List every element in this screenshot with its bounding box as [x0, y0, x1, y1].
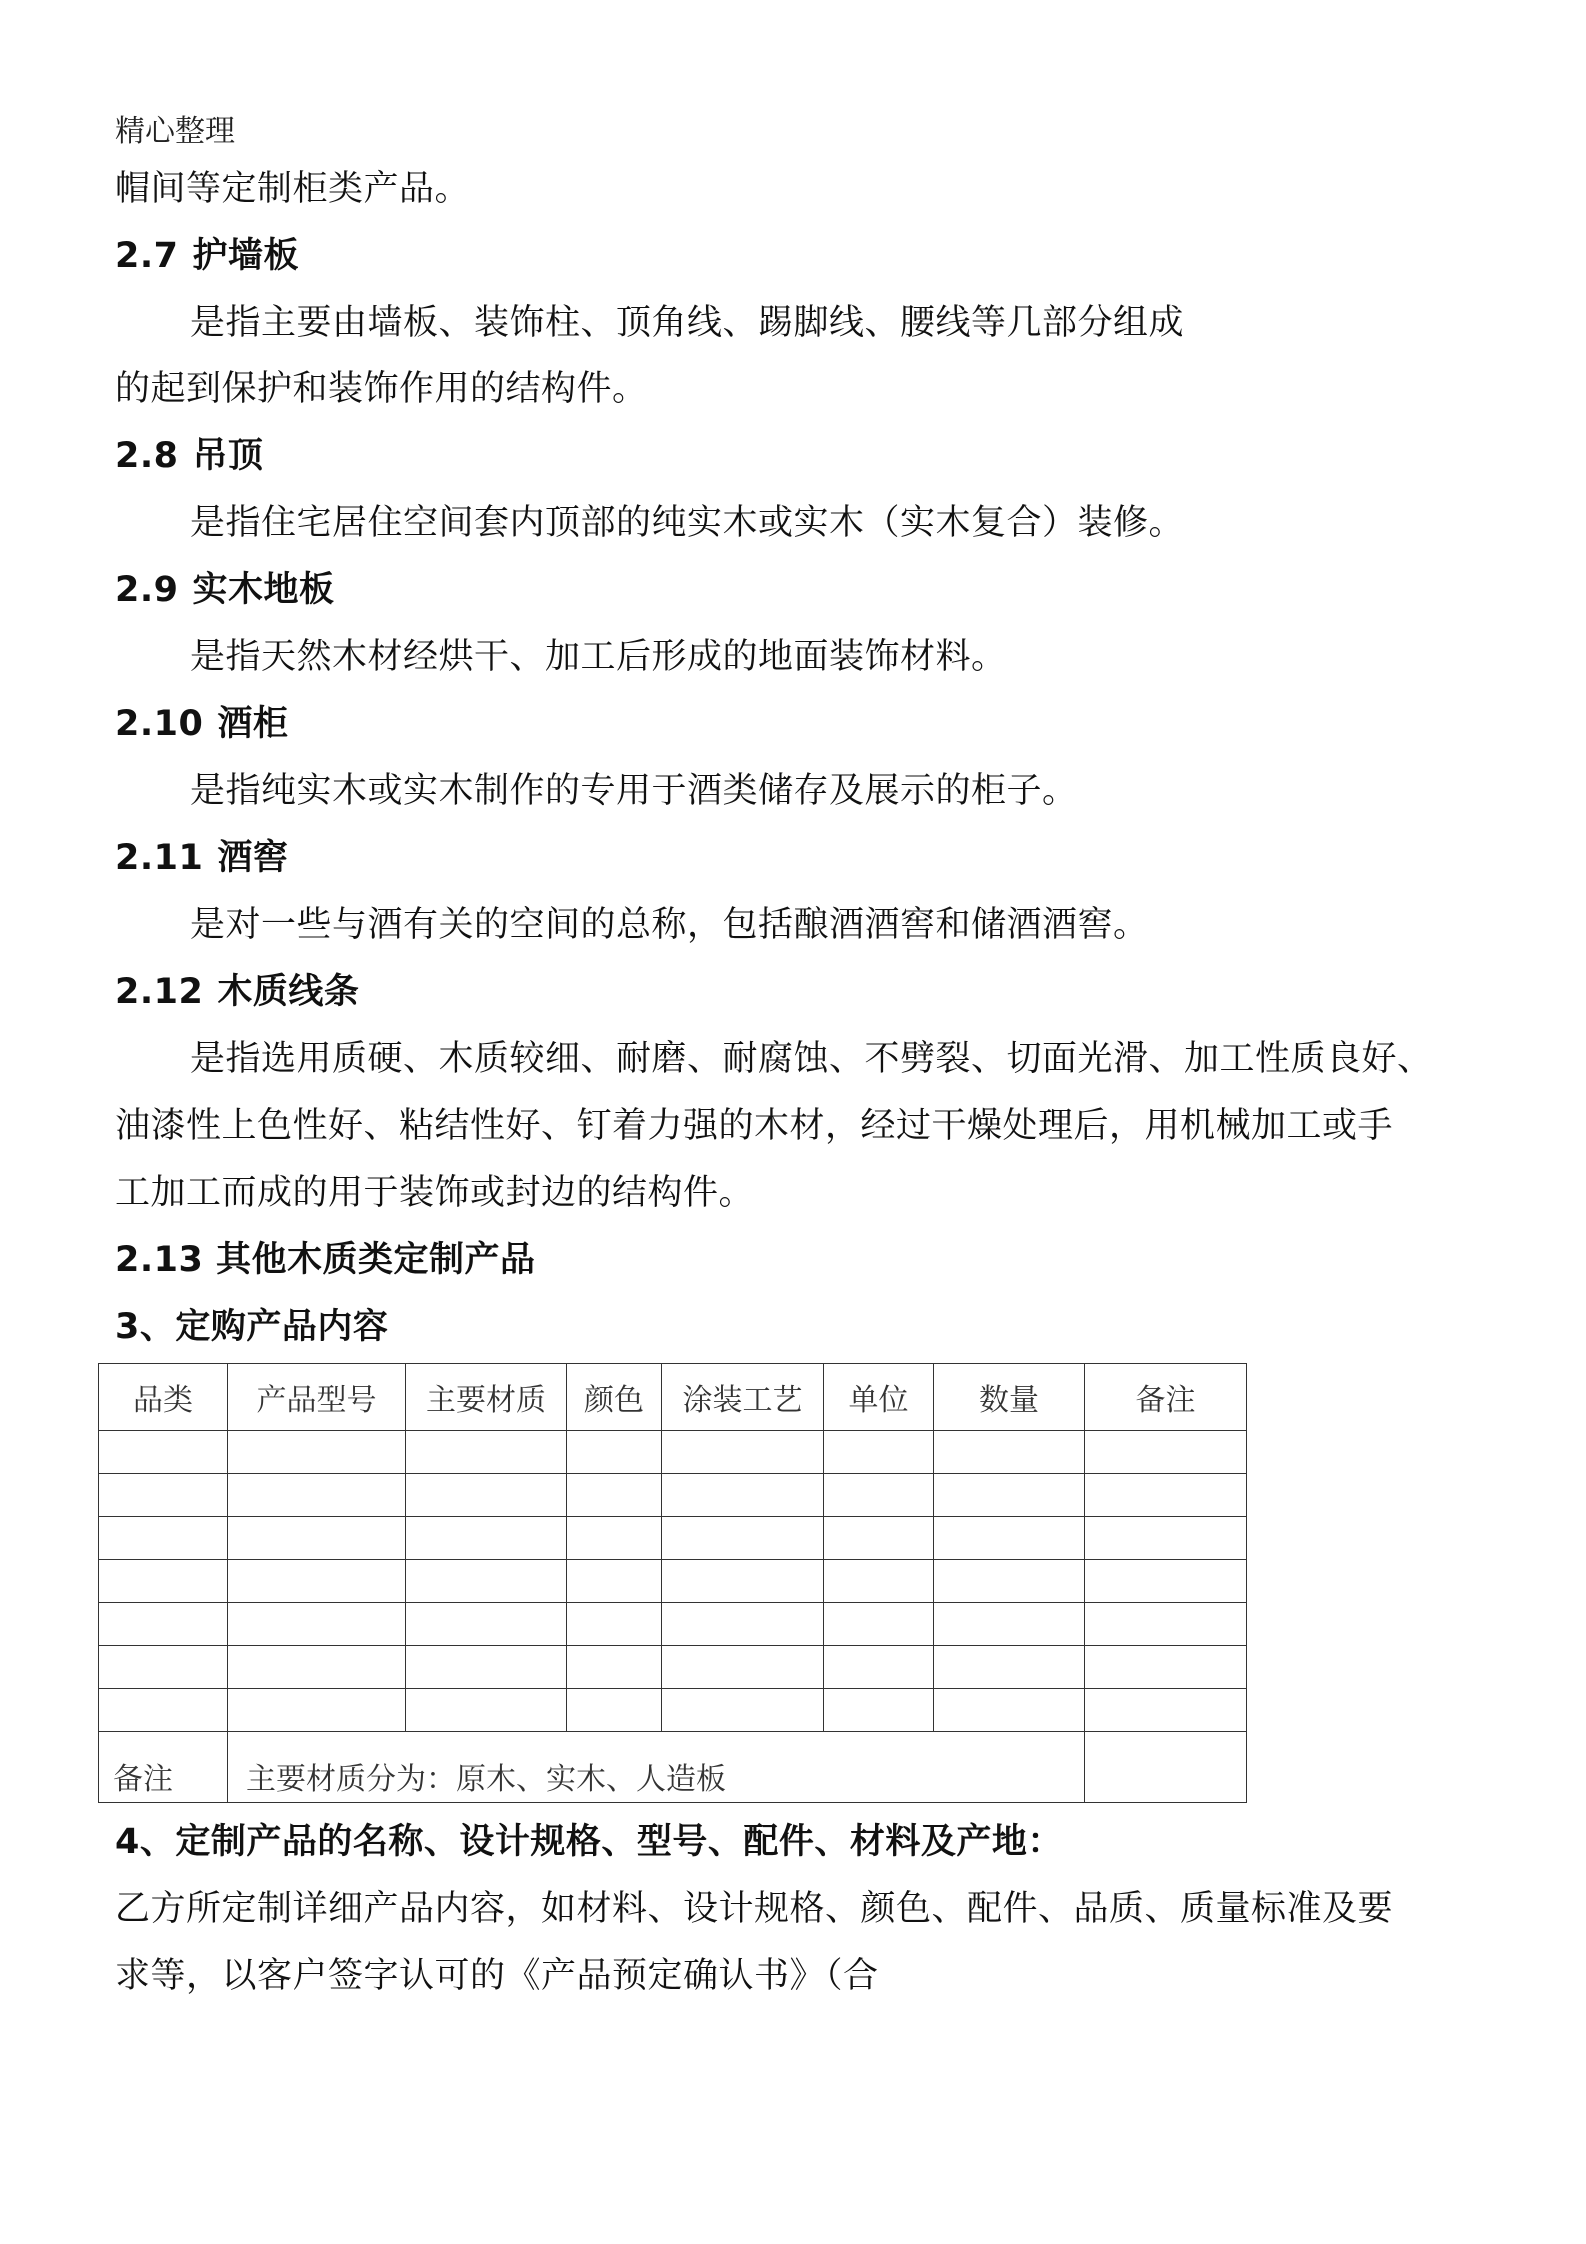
- table-cell[interactable]: [662, 1646, 824, 1689]
- table-cell[interactable]: [1085, 1732, 1247, 1803]
- table-cell[interactable]: [99, 1603, 228, 1646]
- paragraph-line: 是指选用质硬、木质较细、耐磨、耐腐蚀、不劈裂、切面光滑、加工性质良好、: [190, 1039, 1433, 1079]
- table-cell[interactable]: [99, 1646, 228, 1689]
- section-title: 护墙板: [192, 236, 300, 276]
- table-cell[interactable]: [824, 1517, 934, 1560]
- table-body: [99, 1431, 1247, 1803]
- column-header: 品类: [99, 1364, 228, 1431]
- table-cell[interactable]: [567, 1431, 662, 1474]
- table-cell[interactable]: [228, 1646, 406, 1689]
- section-heading-2-9: [115, 565, 335, 615]
- paragraph-line: 求等，以客户签字认可的《产品预定确认书》（合: [115, 1956, 879, 1996]
- table-row: [99, 1646, 1247, 1689]
- table-cell[interactable]: [1085, 1646, 1247, 1689]
- section-title: 酒柜: [217, 704, 289, 744]
- table-cell[interactable]: [406, 1560, 567, 1603]
- table-cell[interactable]: [824, 1689, 934, 1732]
- section-heading-2-12: [115, 967, 359, 1017]
- table-cell[interactable]: [824, 1474, 934, 1517]
- table-cell[interactable]: [406, 1603, 567, 1646]
- table-cell[interactable]: [824, 1603, 934, 1646]
- table-cell[interactable]: [406, 1689, 567, 1732]
- table-cell[interactable]: [228, 1431, 406, 1474]
- table-cell[interactable]: [406, 1474, 567, 1517]
- section-title: 实木地板: [192, 570, 335, 610]
- table-cell[interactable]: [934, 1603, 1085, 1646]
- table-cell[interactable]: [824, 1646, 934, 1689]
- table-row: [99, 1474, 1247, 1517]
- column-header: 涂装工艺: [662, 1364, 824, 1431]
- table-cell[interactable]: [662, 1517, 824, 1560]
- table-cell[interactable]: [662, 1431, 824, 1474]
- table-cell[interactable]: [1085, 1560, 1247, 1603]
- paragraph-line: 乙方所定制详细产品内容，如材料、设计规格、颜色、配件、品质、质量标准及要: [115, 1889, 1394, 1929]
- table-cell[interactable]: [99, 1689, 228, 1732]
- paragraph-line: 油漆性上色性好、粘结性好、钉着力强的木材，经过干燥处理后，用机械加工或手: [115, 1106, 1394, 1146]
- paragraph-line: 是指主要由墙板、装饰柱、顶角线、踢脚线、腰线等几部分组成: [190, 303, 1185, 343]
- section-number: 2.8: [115, 436, 179, 476]
- paragraph-line: 是指住宅居住空间套内顶部的纯实木或实木（实木复合）装修。: [190, 503, 1185, 543]
- order-table: [98, 1363, 1247, 1803]
- column-header: 产品型号: [228, 1364, 406, 1431]
- table-cell[interactable]: [1085, 1689, 1247, 1732]
- section-heading-2-13: 2.13 其他木质类定制产品: [115, 1240, 536, 1280]
- section-number: 2.11: [115, 838, 204, 878]
- table-cell[interactable]: [228, 1517, 406, 1560]
- table-cell[interactable]: [662, 1603, 824, 1646]
- table-row: [99, 1560, 1247, 1603]
- table-header-row: [99, 1364, 1247, 1431]
- section-title: 吊顶: [192, 436, 264, 476]
- table-cell[interactable]: [934, 1689, 1085, 1732]
- table-cell[interactable]: [567, 1603, 662, 1646]
- header-note: 精心整理: [115, 114, 235, 149]
- table-row: [99, 1689, 1247, 1732]
- section-heading-2-11: [115, 833, 288, 883]
- table-cell[interactable]: [228, 1474, 406, 1517]
- note-text: 主要材质分为：原木、实木、人造板: [228, 1732, 1085, 1803]
- table-cell[interactable]: [1085, 1517, 1247, 1560]
- table-cell[interactable]: [228, 1560, 406, 1603]
- table-cell[interactable]: [824, 1431, 934, 1474]
- note-label: 备注: [99, 1732, 228, 1803]
- paragraph-line: 是指天然木材经烘干、加工后形成的地面装饰材料。: [190, 637, 1007, 677]
- table-cell[interactable]: [406, 1517, 567, 1560]
- column-header: 单位: [824, 1364, 934, 1431]
- table-cell[interactable]: [99, 1560, 228, 1603]
- section-title: 酒窖: [217, 838, 289, 878]
- paragraph-line: 是指纯实木或实木制作的专用于酒类储存及展示的柜子。: [190, 771, 1078, 811]
- continued-text: 帽间等定制柜类产品。: [115, 169, 471, 209]
- table-cell[interactable]: [228, 1689, 406, 1732]
- column-header: 主要材质: [406, 1364, 567, 1431]
- column-header: 备注: [1085, 1364, 1247, 1431]
- table-cell[interactable]: [1085, 1603, 1247, 1646]
- table-cell[interactable]: [1085, 1431, 1247, 1474]
- table-cell[interactable]: [567, 1474, 662, 1517]
- table-cell[interactable]: [662, 1560, 824, 1603]
- table-cell[interactable]: [1085, 1474, 1247, 1517]
- table-note-row: [99, 1732, 1247, 1803]
- section-heading-2-8: [115, 431, 264, 481]
- table-cell[interactable]: [662, 1474, 824, 1517]
- table-cell[interactable]: [99, 1517, 228, 1560]
- section-heading-2-10: [115, 699, 288, 749]
- column-header: 数量: [934, 1364, 1085, 1431]
- table-cell[interactable]: [567, 1689, 662, 1732]
- table-cell[interactable]: [406, 1431, 567, 1474]
- section-title: 木质线条: [217, 972, 360, 1012]
- table-cell[interactable]: [228, 1603, 406, 1646]
- section-heading-4: 4、定制产品的名称、设计规格、型号、配件、材料及产地：: [115, 1822, 1063, 1862]
- section-number: 2.10: [115, 704, 204, 744]
- table-cell[interactable]: [567, 1646, 662, 1689]
- table-cell[interactable]: [934, 1474, 1085, 1517]
- section-number: 2.12: [115, 972, 204, 1012]
- table-cell[interactable]: [99, 1431, 228, 1474]
- table-row: [99, 1517, 1247, 1560]
- table-cell[interactable]: [99, 1474, 228, 1517]
- section-heading-2-7: [115, 231, 299, 281]
- table-cell[interactable]: [662, 1689, 824, 1732]
- table-cell[interactable]: [824, 1560, 934, 1603]
- table-cell[interactable]: [406, 1646, 567, 1689]
- table-row: [99, 1603, 1247, 1646]
- table-cell[interactable]: [934, 1517, 1085, 1560]
- section-heading-3: 3、定购产品内容: [115, 1307, 389, 1347]
- column-header: 颜色: [567, 1364, 662, 1431]
- table-cell[interactable]: [934, 1431, 1085, 1474]
- table-cell[interactable]: [567, 1560, 662, 1603]
- table-cell[interactable]: [934, 1560, 1085, 1603]
- paragraph-line: 工加工而成的用于装饰或封边的结构件。: [115, 1173, 755, 1213]
- section-number: 2.9: [115, 570, 179, 610]
- table-row: [99, 1431, 1247, 1474]
- table-cell[interactable]: [934, 1646, 1085, 1689]
- paragraph-line: 的起到保护和装饰作用的结构件。: [115, 369, 648, 409]
- section-number: 2.7: [115, 236, 179, 276]
- table-cell[interactable]: [567, 1517, 662, 1560]
- paragraph-line: 是对一些与酒有关的空间的总称，包括酿酒酒窖和储酒酒窖。: [190, 905, 1149, 945]
